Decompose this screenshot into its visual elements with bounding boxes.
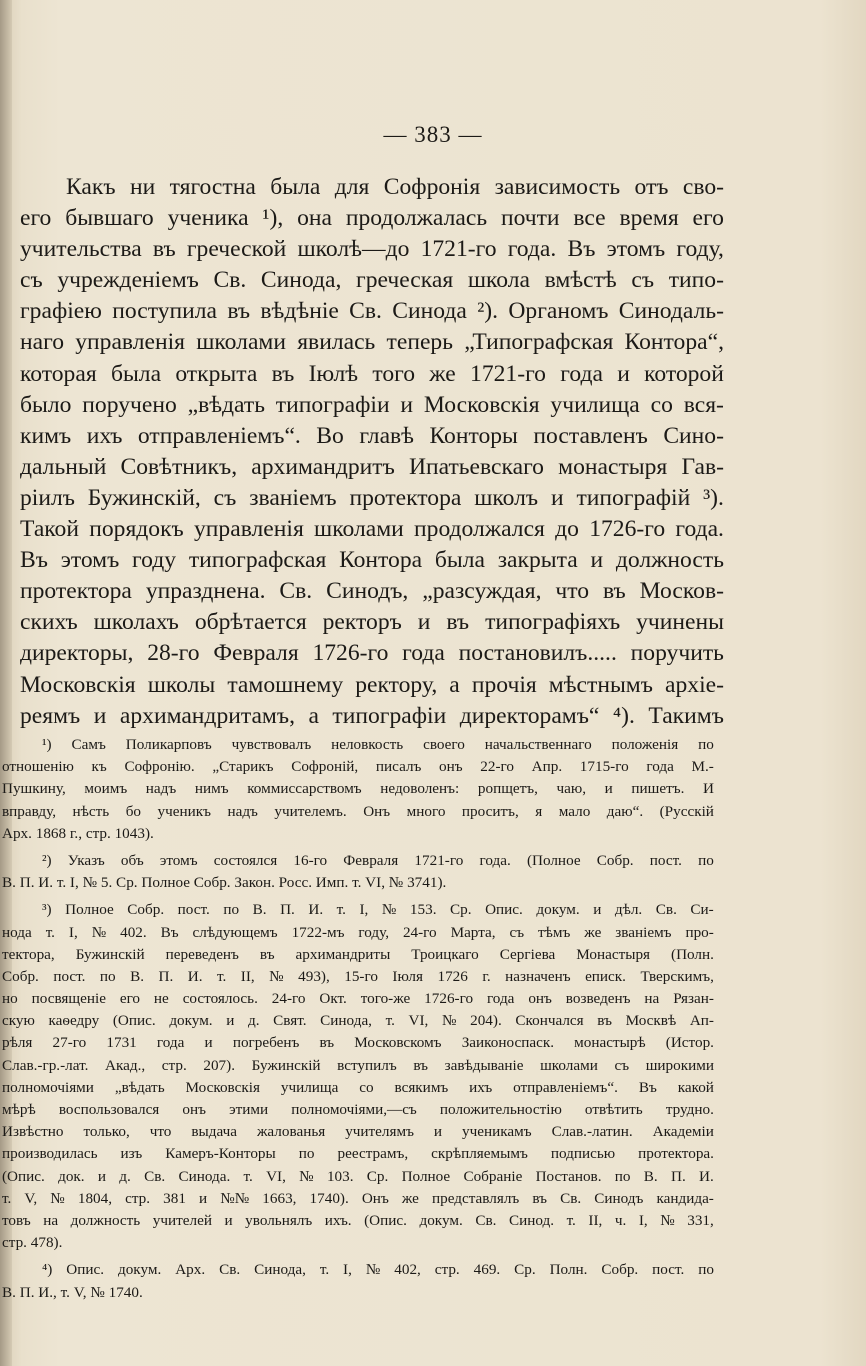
footnote-line: вправду, нѣсть бо ученикъ надъ учителемъ. Онъ много проситъ, я мало даю“. (Русскій: [2, 802, 714, 820]
footnote-line: (Опис. док. и д. Св. Синода. т. VI, № 103. Ср. Полное Собраніе Постанов. по В. П. И.: [2, 1167, 714, 1185]
body-line: графіею поступила въ вѣдѣніе Св. Синода ²). Органомъ Синодаль-: [20, 298, 724, 325]
footnote-line: ¹) Самъ Поликарповъ чувствовалъ неловкость своего начальственнаго положенія по: [42, 736, 714, 753]
footnote-line: тектора, Бужинскій переведенъ въ архимандриты Троицкаго Сергіева Монастыря (Полн.: [2, 945, 714, 963]
footnote-line: ²) Указъ объ этомъ состоялся 16-го Февраля 1721-го года. (Полное Собр. пост. по: [42, 851, 714, 869]
footnote-2: [2, 850, 714, 894]
footnote-line: В. П. И. т. I, № 5. Ср. Полное Собр. Закон. Росс. Имп. т. VI, № 3741).: [2, 874, 447, 892]
body-line: ріилъ Бужинскій, съ званіемъ протектора школъ и типографій ³).: [20, 484, 724, 511]
footnote-line: стр. 478).: [2, 1234, 63, 1252]
body-line: дальный Совѣтникъ, архимандритъ Ипатьевскаго монастыря Гав-: [20, 453, 724, 480]
body-line: съ учрежденіемъ Св. Синода, греческая школа вмѣстѣ съ типо-: [20, 267, 724, 294]
footnote-line: ⁴) Опис. докум. Арх. Св. Синода, т. I, № 402, стр. 469. Ср. Полн. Собр. пост. по: [42, 1261, 714, 1279]
body-line: которая была открыта въ Іюлѣ того же 1721-го года и которой: [20, 360, 724, 387]
footnote-line: т. V, № 1804, стр. 381 и №№ 1663, 1740). Онъ же представлялъ въ Св. Синодъ кандида-: [2, 1189, 714, 1207]
body-line: учительства въ греческой школѣ—до 1721-го года. Въ этомъ году,: [20, 236, 724, 263]
footnote-line: Собр. пост. по В. П. И. т. II, № 493), 15-го Іюля 1726 г. назначенъ епиcк. Тверскимъ,: [2, 967, 714, 985]
body-line: Въ этомъ году типографская Контора была закрыта и должность: [20, 547, 724, 574]
footnote-3: [2, 899, 714, 1254]
footnote-line: рѣля 27-го 1731 года и погребенъ въ Московскомъ Заиконоспаск. монастырѣ (Истор.: [2, 1034, 714, 1052]
body-line: было поручено „вѣдать типографіи и Московскія училища со вся-: [20, 391, 724, 418]
footnote-line: Извѣстно только, что выдача жалованья учителямъ и ученикамъ Слав.-латин. Академіи: [2, 1123, 714, 1141]
footnote-line: полномочіями „вѣдать Московскія училища со всякимъ ихъ отправленіемъ“. Въ какой: [2, 1078, 714, 1096]
page-number: — 383 —: [383, 122, 483, 147]
footnote-line: производилась изъ Камеръ-Конторы по реестрамъ, скрѣпляемымъ подписью протектора.: [2, 1145, 714, 1163]
body-line: наго управленія школами явилась теперь „Типографская Контора“,: [20, 329, 724, 356]
footnote-line: мѣрѣ воспользовался онъ этими полномочіями,—съ положительностію отвѣтить трудно.: [2, 1101, 714, 1118]
body-line: кимъ ихъ отправленіемъ“. Во главѣ Конторы поставленъ Сино-: [20, 422, 724, 449]
body-line: скихъ школахъ обрѣтается ректоръ и въ типографіяхъ учинены: [20, 609, 724, 636]
footnote-line: но посвященіе его не состоялось. 24-го Окт. того-же 1726-го года онъ возведенъ на Рязан-: [2, 990, 714, 1008]
body-line: его бывшаго ученика ¹), она продолжалась почти все время его: [20, 205, 724, 232]
footnote-1: [2, 734, 714, 845]
footnotes: [2, 734, 714, 1309]
body-line: Такой порядокъ управленія школами продолжался до 1726-го года.: [20, 516, 724, 543]
body-line: Какъ ни тягостна была для Софронія зависимость отъ сво-: [66, 174, 724, 200]
footnote-line: Пушкину, моимъ надъ нимъ коммиссарствомъ недоволенъ: ропщетъ, чаю, и пишетъ. И: [2, 780, 714, 798]
footnote-line: скую каѳедру (Опис. докум. и д. Свят. Синода, т. VI, № 204). Скончался въ Москвѣ Ап-: [2, 1012, 714, 1030]
body-line: протектора упразднена. Св. Синодъ, „разсуждая, что въ Москов-: [20, 578, 724, 605]
footnote-4: [2, 1259, 714, 1303]
footnote-line: Арх. 1868 г., стр. 1043).: [2, 824, 154, 842]
body-line: Московскія школы тамошнему ректору, а прочія мѣстнымъ архіе-: [20, 671, 724, 698]
body-line: реямъ и архимандритамъ, а типографіи директорамъ“ ⁴). Такимъ: [20, 702, 724, 729]
footnote-line: нода т. I, № 402. Въ слѣдующемъ 1722-мъ году, 24-го Марта, съ тѣмъ же званіемъ про-: [2, 923, 714, 941]
footnote-line: В. П. И., т. V, № 1740.: [2, 1283, 143, 1301]
footnote-line: товъ на должность учителей и увольнялъ ихъ. (Опис. докум. Св. Синод. т. II, ч. I, № 331,: [2, 1211, 714, 1229]
body-text: [20, 172, 724, 732]
footnote-line: отношенію къ Софронію. „Старикъ Софроній, писалъ онъ 22-го Апр. 1715-го года М.-: [2, 758, 714, 776]
footnote-line: Слав.-гр.-лат. Акад., стр. 207). Бужинскій вступилъ въ завѣдываніе школами съ широкими: [2, 1056, 714, 1074]
body-line: директоры, 28-го Февраля 1726-го года постановилъ..... поручить: [20, 640, 724, 667]
footnote-line: ³) Полное Собр. пост. по В. П. И. т. I, № 153. Ср. Опис. докум. и дѣл. Св. Си-: [42, 901, 714, 919]
